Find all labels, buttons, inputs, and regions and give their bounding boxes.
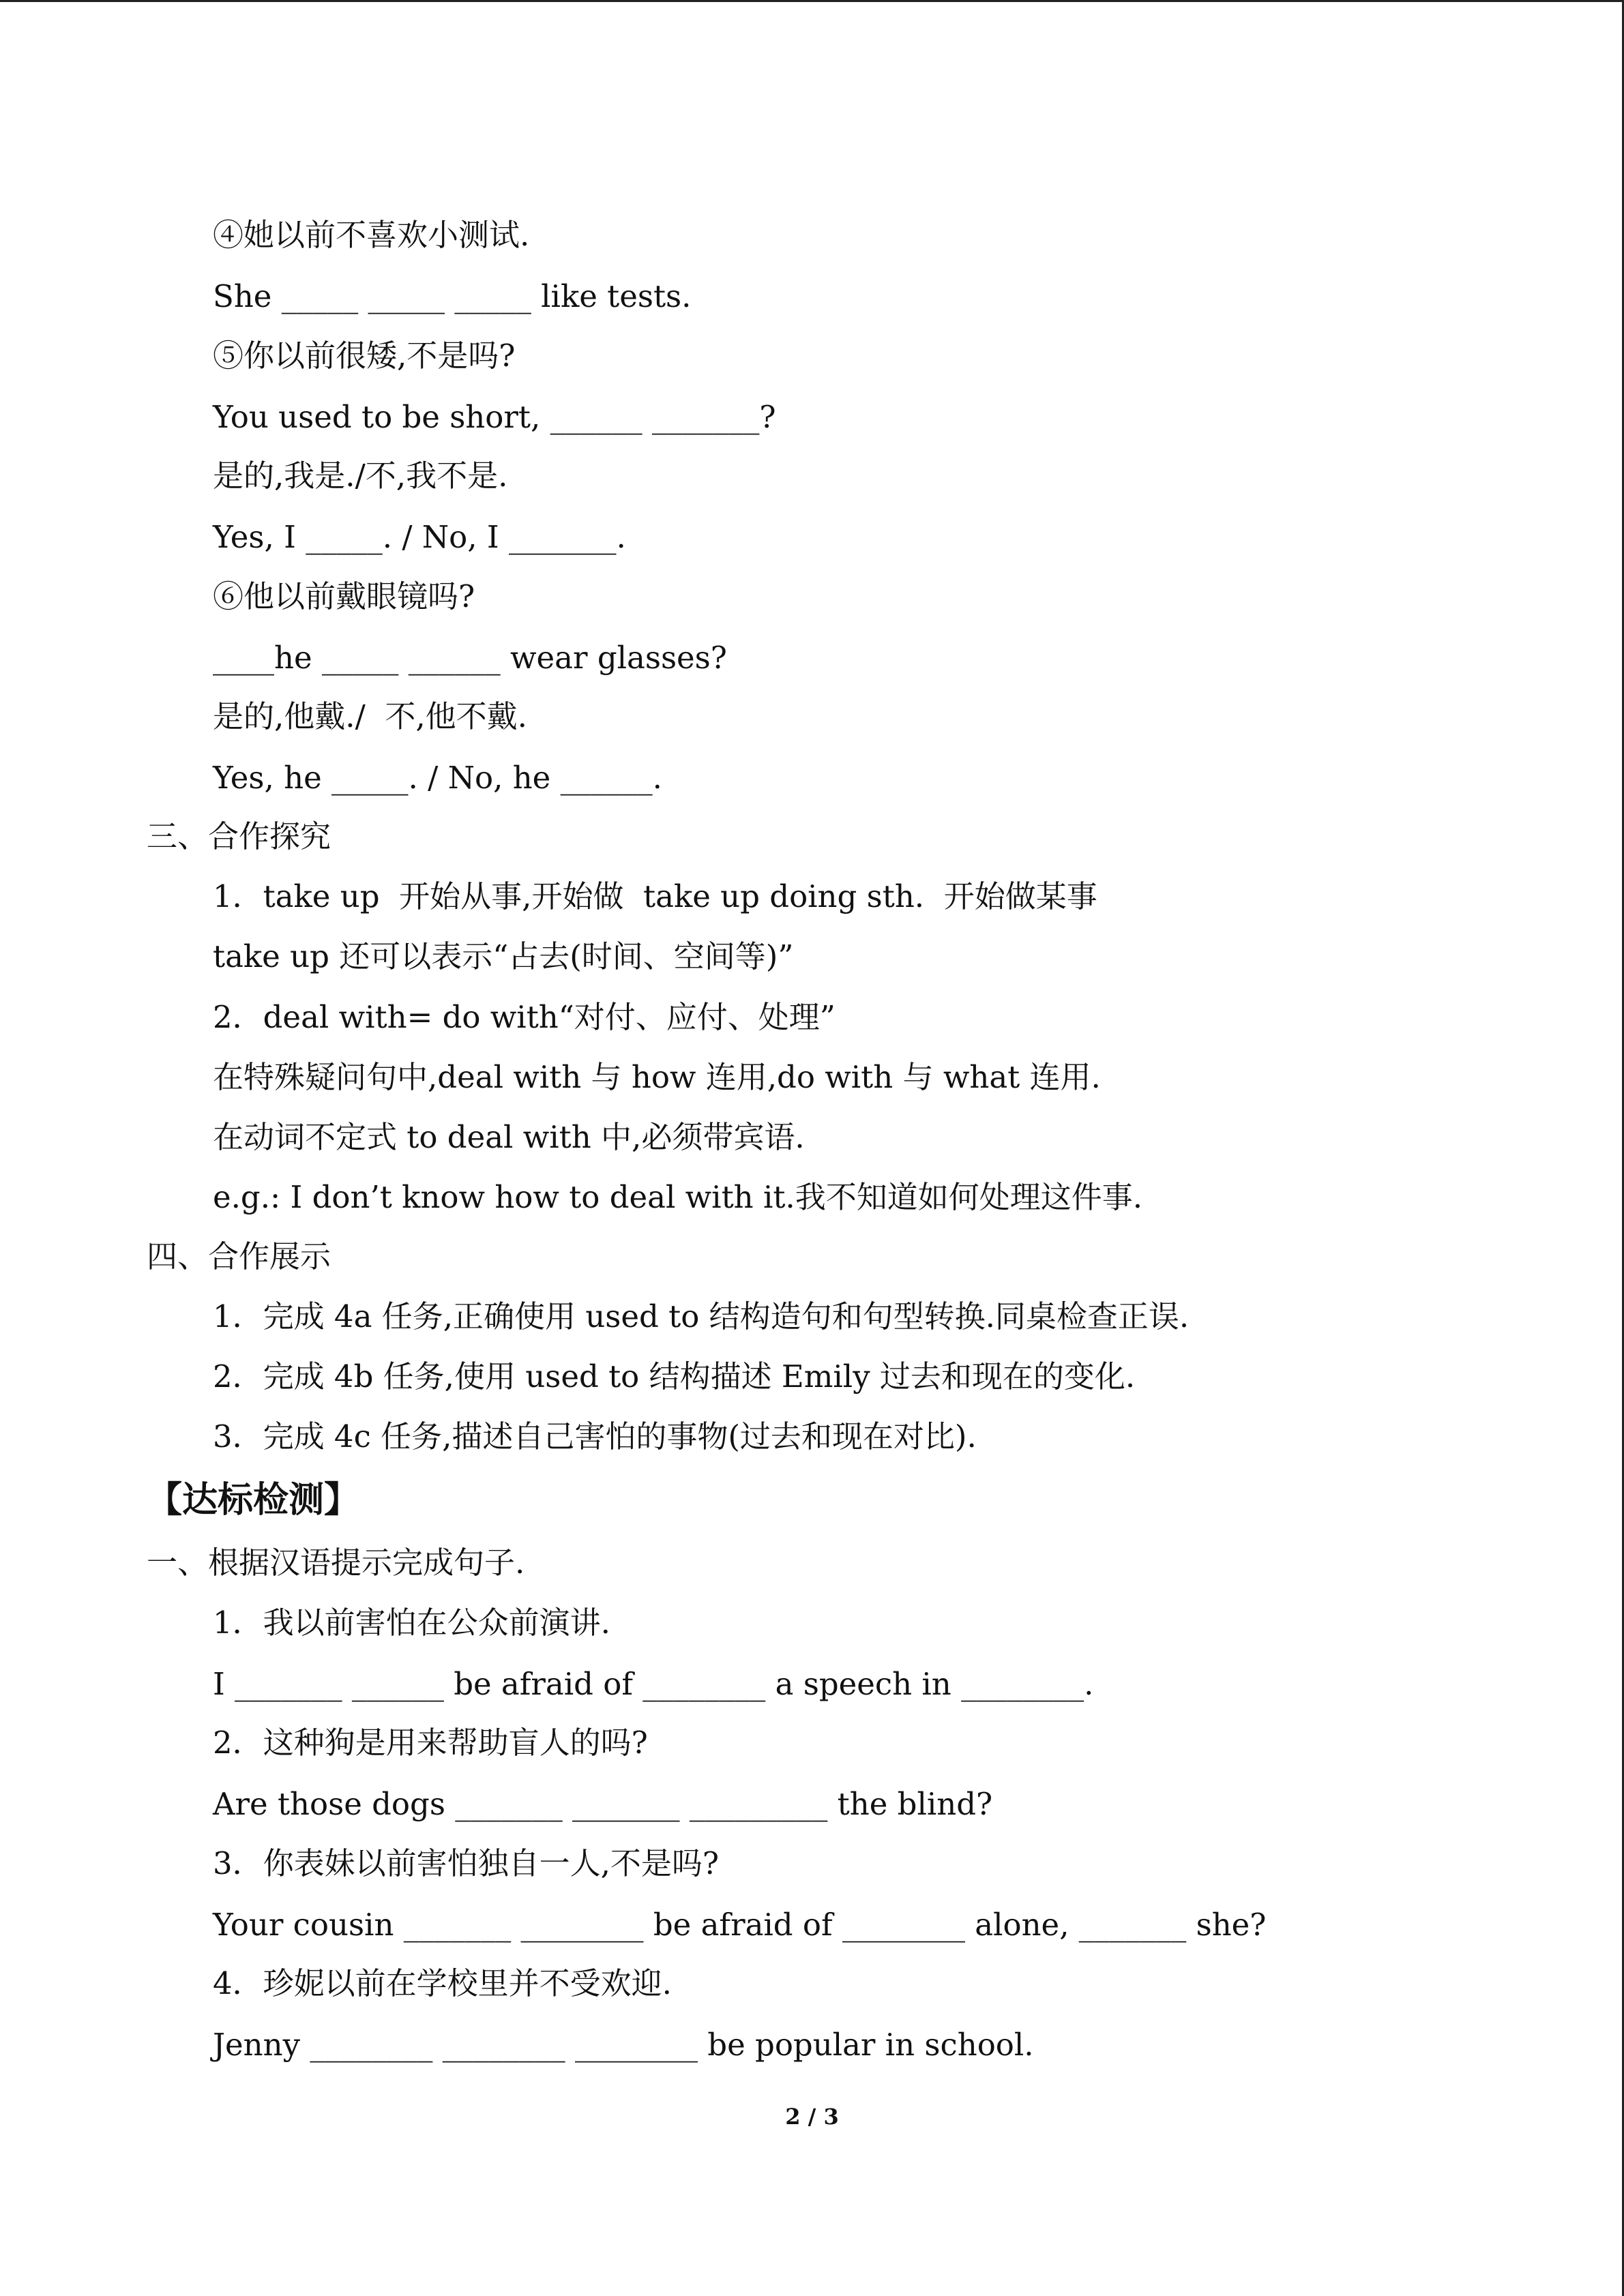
note-example: e.g.: I don’t know how to deal with it.我不知道如何处理这件事. (213, 1179, 1143, 1215)
section-heading-cooperative-display: 四、合作展示 (147, 1238, 331, 1274)
note-take-up: 1．take up 开始从事,开始做 take up doing sth. 开始做某事 (213, 878, 1097, 914)
task-4c: 3．完成 4c 任务,描述自己害怕的事物(过去和现在对比). (213, 1418, 977, 1455)
note-deal-with: 2．deal with= do with“对付、应付、处理” (213, 999, 836, 1035)
question-6-answer-chinese: 是的,他戴./ 不,他不戴. (213, 698, 527, 734)
question-6-chinese: ⑥他以前戴眼镜吗? (213, 578, 475, 614)
question-5-answer-english: Yes, I _____. / No, I _______. (213, 519, 626, 555)
question-5-answer-chinese: 是的,我是./不,我不是. (213, 458, 508, 494)
exercise-2-english: Are those dogs _______ _______ _________ the blind? (213, 1786, 993, 1822)
note-deal-with-object: 在动词不定式 to deal with 中,必须带宾语. (213, 1119, 805, 1155)
exercise-3-chinese: 3．你表妹以前害怕独自一人,不是吗? (213, 1845, 720, 1881)
question-4-english: She _____ _____ _____ like tests. (213, 278, 692, 314)
exercise-heading: 一、根据汉语提示完成句子. (147, 1545, 525, 1581)
question-5-english: You used to be short, ______ _______? (213, 399, 776, 435)
task-4a: 1．完成 4a 任务,正确使用 used to 结构造句和句型转换.同桌检查正误. (213, 1298, 1190, 1335)
section-heading-cooperative-inquiry: 三、合作探究 (147, 818, 331, 854)
page-number: 2 / 3 (785, 2104, 839, 2130)
exercise-4-english: Jenny ________ ________ ________ be popular in school. (213, 2027, 1034, 2063)
exercise-2-chinese: 2．这种狗是用来帮助盲人的吗? (213, 1725, 648, 1761)
note-take-up-meaning: take up 还可以表示“占去(时间、空间等)” (213, 938, 794, 974)
exercise-1-chinese: 1．我以前害怕在公众前演讲. (213, 1605, 610, 1641)
question-5-chinese: ⑤你以前很矮,不是吗? (213, 338, 516, 374)
note-deal-with-usage: 在特殊疑问句中,deal with 与 how 连用,do with 与 what 连用. (213, 1059, 1101, 1095)
question-4-chinese: ④她以前不喜欢小测试. (213, 217, 530, 253)
exercise-3-english: Your cousin _______ ________ be afraid of ________ alone, _______ she? (213, 1907, 1267, 1943)
exercise-1-english: I _______ ______ be afraid of ________ a speech in ________. (213, 1666, 1094, 1702)
section-title-assessment: 【达标检测】 (147, 1480, 360, 1521)
exercise-4-chinese: 4．珍妮以前在学校里并不受欢迎. (213, 1965, 672, 2001)
question-6-answer-english: Yes, he _____. / No, he ______. (213, 760, 662, 796)
question-6-english: ____he _____ ______ wear glasses? (213, 640, 727, 676)
task-4b: 2．完成 4b 任务,使用 used to 结构描述 Emily 过去和现在的变化. (213, 1358, 1136, 1395)
